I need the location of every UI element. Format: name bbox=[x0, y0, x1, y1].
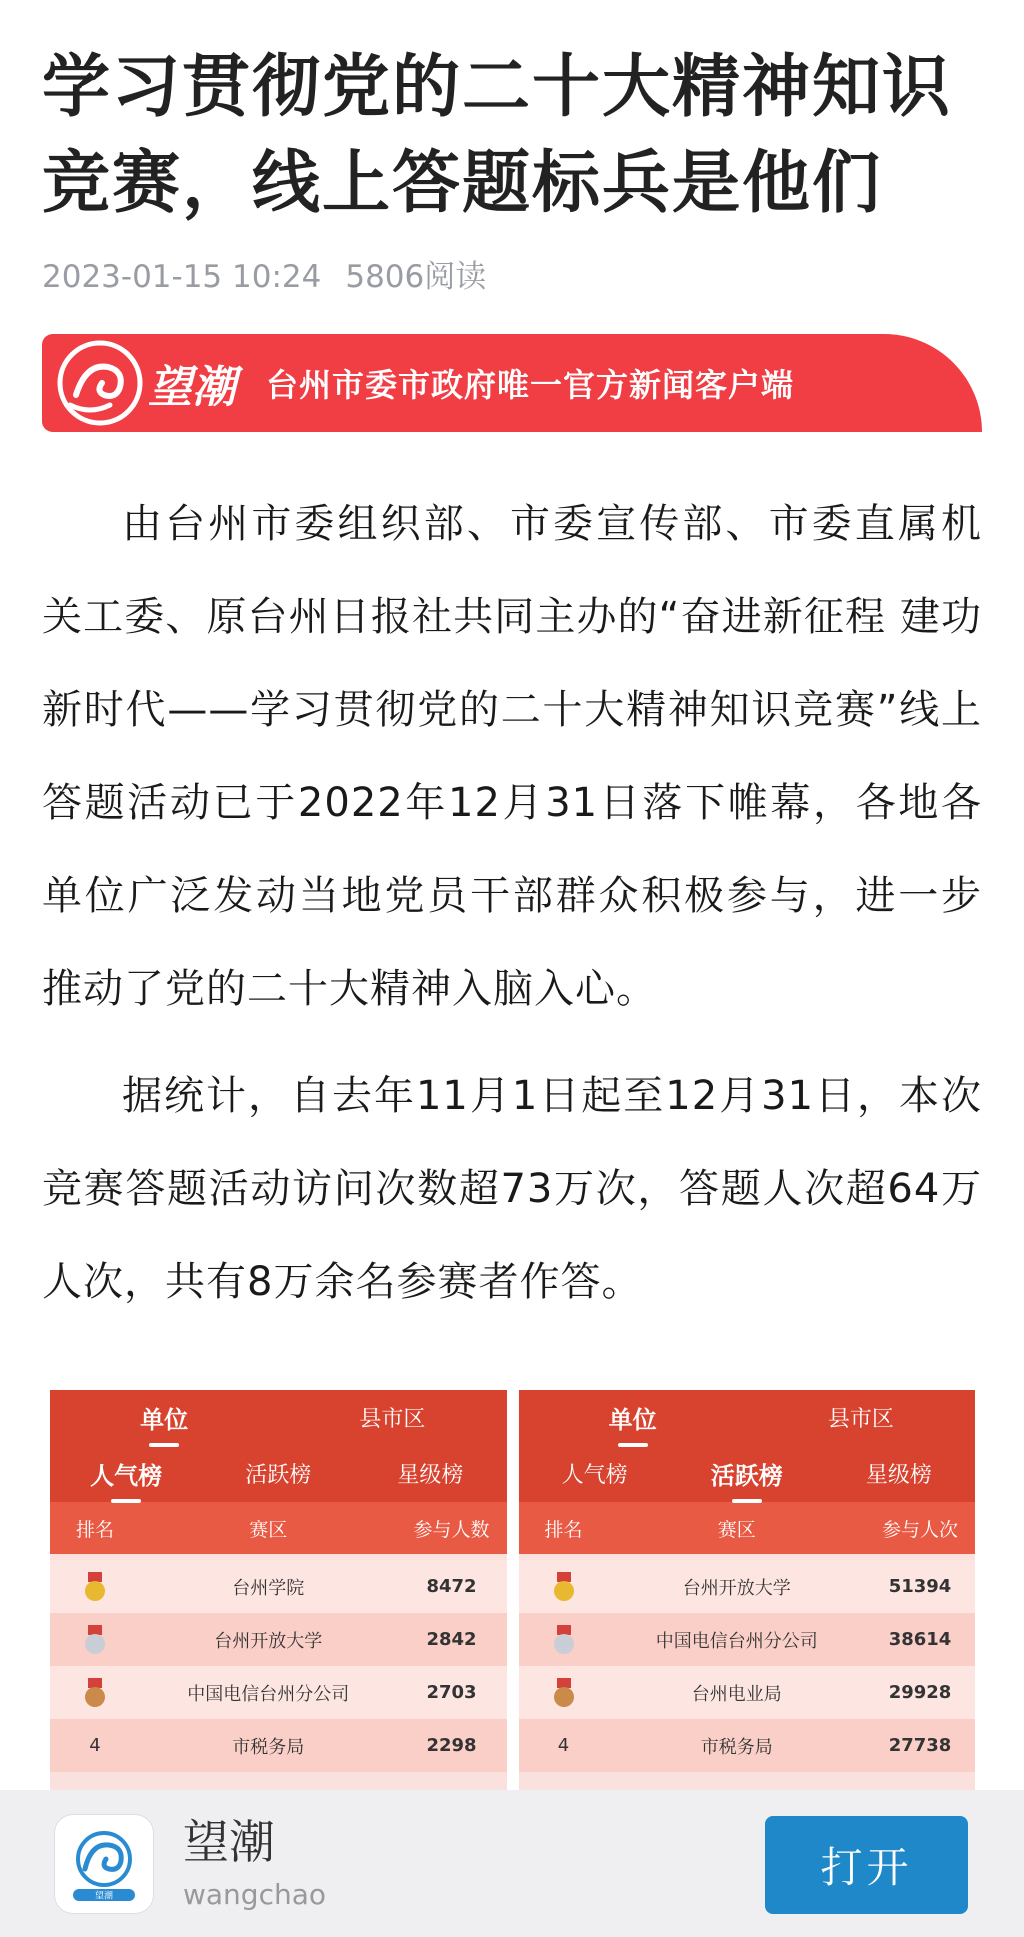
tab-county[interactable]: 县市区 bbox=[827, 1406, 894, 1432]
app-pinyin: wangchao bbox=[183, 1877, 327, 1911]
table-row bbox=[50, 1560, 507, 1613]
leaderboard-activity bbox=[519, 1390, 976, 1790]
app-icon[interactable] bbox=[55, 1815, 153, 1913]
table-row bbox=[519, 1560, 976, 1613]
rank-number: 4 bbox=[557, 1735, 570, 1756]
banner-slogan: 台州市委市政府唯一官方新闻客户端 bbox=[266, 366, 795, 404]
open-app-button[interactable]: 打开 bbox=[765, 1816, 968, 1914]
participant-count: 38614 bbox=[888, 1629, 952, 1650]
app-download-bar bbox=[0, 1790, 1024, 1937]
table-row bbox=[519, 1666, 976, 1719]
leaderboard-image bbox=[50, 1390, 975, 1790]
wave-logo-icon bbox=[56, 339, 144, 427]
leaderboard-header bbox=[50, 1390, 507, 1502]
column-rank: 排名 bbox=[544, 1518, 583, 1541]
table-row bbox=[519, 1719, 976, 1772]
table-row bbox=[50, 1666, 507, 1719]
brand-banner[interactable] bbox=[42, 334, 982, 432]
table-row bbox=[50, 1613, 507, 1666]
participant-count: 2298 bbox=[426, 1735, 477, 1756]
view-count: 5806阅读 bbox=[345, 259, 487, 295]
zone-name: 台州开放大学 bbox=[214, 1630, 323, 1652]
table-row bbox=[50, 1719, 507, 1772]
table-row bbox=[519, 1613, 976, 1666]
tab-star[interactable]: 星级榜 bbox=[397, 1462, 464, 1488]
gold-medal-icon bbox=[553, 1572, 575, 1602]
participant-count: 2703 bbox=[426, 1682, 477, 1703]
publish-date: 2023-01-15 10:24 bbox=[42, 259, 322, 295]
silver-medal-icon bbox=[84, 1625, 106, 1655]
article-paragraph: 由台州市委组织部、市委宣传部、市委直属机关工委、原台州日报社共同主办的“奋进新征程 建功新时代——学习贯彻党的二十大精神知识竞赛”线上答题活动已于2022年12月31日落下帷幕，各地各单位广泛发动当地党员干部群众积极参与，进一步推动了党的二十大精神入脑入心。 bbox=[42, 501, 982, 1012]
zone-name: 市税务局 bbox=[232, 1736, 305, 1758]
zone-name: 台州开放大学 bbox=[682, 1577, 791, 1599]
rank-number: 4 bbox=[89, 1735, 101, 1756]
column-zone: 赛区 bbox=[249, 1518, 288, 1541]
tab-popularity[interactable]: 人气榜 bbox=[50, 1456, 202, 1491]
article-meta bbox=[42, 256, 982, 298]
tab-unit[interactable]: 单位 bbox=[50, 1400, 278, 1435]
article-title: 学习贯彻党的二十大精神知识竞赛，线上答题标兵是他们 bbox=[42, 48, 953, 223]
column-count: 参与人数 bbox=[413, 1518, 490, 1541]
leaderboard-header bbox=[519, 1390, 976, 1502]
article bbox=[42, 0, 982, 1329]
wave-logo-icon bbox=[63, 1823, 145, 1905]
participant-count: 27738 bbox=[888, 1735, 952, 1756]
banner-brand-name: 望潮 bbox=[148, 362, 236, 413]
column-count: 参与人次 bbox=[881, 1518, 958, 1541]
gold-medal-icon bbox=[84, 1572, 106, 1602]
column-rank: 排名 bbox=[75, 1518, 114, 1541]
column-zone: 赛区 bbox=[717, 1518, 756, 1541]
table-header bbox=[519, 1502, 976, 1554]
tab-activity[interactable]: 活跃榜 bbox=[245, 1462, 312, 1488]
zone-name: 市税务局 bbox=[700, 1736, 773, 1758]
bronze-medal-icon bbox=[553, 1678, 575, 1708]
silver-medal-icon bbox=[553, 1625, 575, 1655]
tab-activity[interactable]: 活跃榜 bbox=[671, 1456, 823, 1491]
participant-count: 2842 bbox=[426, 1629, 477, 1650]
participant-count: 8472 bbox=[426, 1576, 477, 1597]
zone-name: 中国电信台州分公司 bbox=[655, 1630, 818, 1652]
article-paragraph: 据统计，自去年11月1日起至12月31日，本次竞赛答题活动访问次数超73万次，答题人次超64万人次，共有8万余名参赛者作答。 bbox=[42, 1073, 982, 1305]
tab-star[interactable]: 星级榜 bbox=[865, 1462, 932, 1488]
participant-count: 51394 bbox=[888, 1576, 952, 1597]
leaderboard-popularity bbox=[50, 1390, 507, 1790]
tab-popularity[interactable]: 人气榜 bbox=[561, 1462, 628, 1488]
tab-county[interactable]: 县市区 bbox=[359, 1406, 426, 1432]
zone-name: 台州电业局 bbox=[691, 1683, 782, 1705]
table-header bbox=[50, 1502, 507, 1554]
bronze-medal-icon bbox=[84, 1678, 106, 1708]
zone-name: 台州学院 bbox=[232, 1577, 305, 1599]
participant-count: 29928 bbox=[888, 1682, 952, 1703]
app-name: 望潮 bbox=[183, 1814, 275, 1869]
zone-name: 中国电信台州分公司 bbox=[187, 1683, 350, 1705]
icon-caption: 望潮 bbox=[94, 1891, 114, 1901]
app-info bbox=[183, 1814, 326, 1914]
tab-unit[interactable]: 单位 bbox=[519, 1400, 747, 1435]
